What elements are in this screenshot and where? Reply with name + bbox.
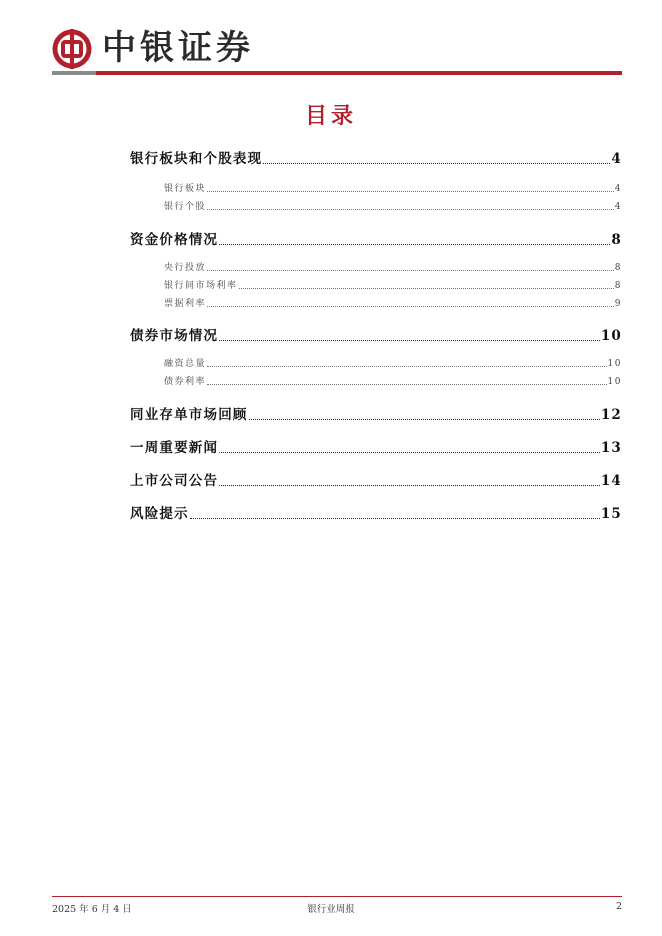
toc-entry-page: 10 — [600, 328, 622, 344]
toc-entry-page: 4 — [614, 184, 622, 194]
brand-name: 中银证券 — [102, 28, 254, 68]
toc-entry-page: 9 — [614, 299, 622, 309]
footer-report-name: 银行业周报 — [307, 904, 355, 915]
toc-entry-page: 10 — [607, 377, 622, 387]
toc-entry[interactable] — [164, 199, 622, 212]
toc-leader — [219, 485, 600, 486]
toc-entry[interactable] — [130, 502, 622, 522]
header-divider-accent — [52, 71, 96, 75]
toc-entry[interactable] — [164, 374, 622, 387]
toc-leader — [207, 209, 614, 210]
toc-entry-label: 票据利率 — [164, 299, 207, 309]
toc-entry[interactable] — [130, 469, 622, 489]
toc-entry-page: 13 — [600, 440, 622, 456]
toc-entry-label: 资金价格情况 — [130, 232, 219, 248]
toc-entry[interactable] — [164, 260, 622, 273]
toc-entry[interactable] — [164, 181, 622, 194]
toc-entry[interactable] — [164, 296, 622, 309]
bank-of-china-logo-icon — [52, 29, 92, 69]
toc-entry-page: 4 — [611, 151, 622, 167]
toc-entry-label: 银行个股 — [164, 202, 207, 212]
toc-leader — [263, 163, 610, 164]
toc-entry-page: 4 — [614, 202, 622, 212]
toc-entry-label: 上市公司公告 — [130, 473, 219, 489]
footer-page-number: 2 — [615, 901, 622, 912]
footer-date: 2025 年 6 月 4 日 — [52, 904, 132, 915]
toc-entry-page: 12 — [600, 407, 622, 423]
toc-entry[interactable] — [130, 436, 622, 456]
toc-leader — [207, 306, 614, 307]
toc-leader — [207, 270, 614, 271]
toc-entry-page: 10 — [607, 359, 622, 369]
toc-leader — [219, 340, 600, 341]
toc-entry-page: 15 — [600, 506, 622, 522]
toc-entry-label: 银行板块 — [164, 184, 207, 194]
toc-entry-page: 8 — [611, 232, 622, 248]
toc-entry[interactable] — [130, 324, 622, 344]
toc-leader — [239, 288, 614, 289]
toc-entry-label: 央行投放 — [164, 263, 207, 273]
toc-leader — [249, 419, 600, 420]
toc-leader — [190, 518, 600, 519]
toc-entry[interactable] — [130, 403, 622, 423]
toc-entry[interactable] — [164, 278, 622, 291]
toc-leader — [207, 191, 614, 192]
toc-title: 目录 — [304, 103, 357, 129]
toc-entry-label: 一周重要新闻 — [130, 440, 219, 456]
toc-entry-label: 债券市场情况 — [130, 328, 219, 344]
toc-leader — [207, 366, 607, 367]
footer-divider — [52, 896, 622, 897]
toc-entry-page: 14 — [600, 473, 622, 489]
toc-leader — [219, 452, 600, 453]
toc-entry-label: 同业存单市场回顾 — [130, 407, 248, 423]
toc-entry[interactable] — [130, 228, 622, 248]
toc-entry-label: 银行板块和个股表现 — [130, 151, 263, 167]
toc-entry[interactable] — [164, 356, 622, 369]
toc-entry-label: 银行间市场利率 — [164, 281, 238, 291]
toc-leader — [207, 384, 607, 385]
toc-entry[interactable] — [130, 147, 622, 167]
toc-entry-page: 8 — [614, 281, 622, 291]
toc-entry-page: 8 — [614, 263, 622, 273]
toc-entry-label: 融资总量 — [164, 359, 207, 369]
toc-entry-label: 债券利率 — [164, 377, 207, 387]
header-divider — [52, 71, 622, 75]
toc-entry-label: 风险提示 — [130, 506, 189, 522]
toc-leader — [219, 244, 610, 245]
